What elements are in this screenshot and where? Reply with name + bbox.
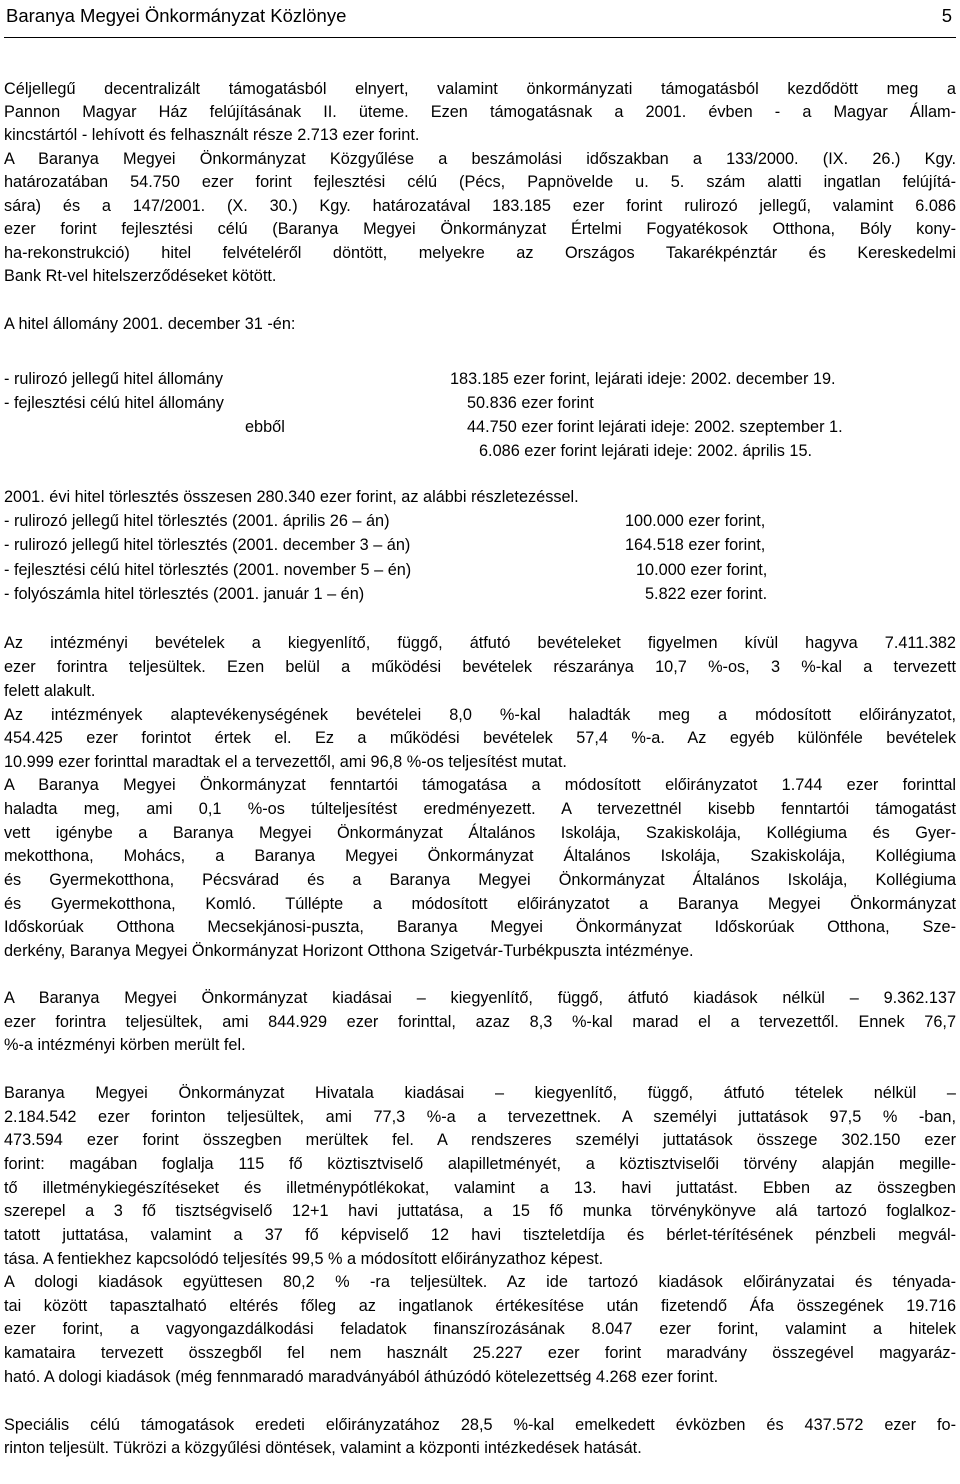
page-number: 5 — [941, 5, 952, 26]
text-line: A Baranya Megyei Önkormányzat kiadásai – kiegyenlítő, függő, átfutó kiadások nélkül – 9.362.137 — [4, 989, 956, 1007]
text-line: %-a intézményi körben merült fel. — [4, 1036, 246, 1054]
text-line: A dologi kiadások együttesen 80,2 % -ra teljesültek. Az ide tartozó kiadások előirányzatai és tényada- — [4, 1273, 956, 1291]
text-line: tása. A fentiekhez kapcsolódó teljesítés 99,5 % a módosított előirányzathoz képest. — [4, 1250, 604, 1268]
text-line: Időskorúak Otthona Mecsekjánosi-puszta, Baranya Megyei Önkormányzat Időskorúak Otthona, Sze- — [4, 918, 956, 936]
text-line: 10.999 ezer forinttal maradtak el a tervezettől, ami 96,8 %-os teljesítést mutat. — [4, 753, 567, 771]
loan-value: 183.185 ezer forint, lejárati ideje: 2002. december 19. — [450, 370, 836, 388]
header-rule — [4, 37, 956, 38]
text-line: vett igénybe a Baranya Megyei Önkormányzat Általános Iskolája, Szakiskolája, Kollégiuma és Gyer- — [4, 824, 956, 842]
text-line: 473.594 ezer forint összegben merültek fel. A rendszeres személyi juttatások összege 302.150 ezer — [4, 1131, 956, 1149]
loan-value: 50.836 ezer forint — [467, 394, 594, 412]
text-line: tő illetménykiegészítéseket és illetménypótlékokat, valamint a 13. havi juttatást. Ebben az összegben — [4, 1179, 956, 1197]
text-line: Az intézmények alaptevékenységének bevételei 8,0 %-kal haladták meg a módosított előirányzatot, — [4, 706, 956, 724]
text-line: tai között tapasztalható eltérés főleg az ingatlanok értékesítése után fizetendő Áfa összegének 19.716 — [4, 1297, 956, 1315]
publication-title: Baranya Megyei Önkormányzat Közlönye — [6, 5, 347, 26]
text-line: ha-rekonstrukció) hitel felvételéről döntött, melyekre az Országos Takarékpénztár és Kereskedelmi — [4, 244, 956, 262]
text-line: ezer forintra teljesültek, ami 844.929 ezer forinttal, azaz 8,3 %-kal marad el a tervezettől. Ennek 76,7 — [4, 1013, 956, 1031]
text-line: 2.184.542 ezer forinton teljesültek, ami 77,3 %-a a tervezettnek. A személyi juttatások 97,5 % -ban, — [4, 1108, 956, 1126]
repayment-value: 5.822 ezer forint. — [645, 585, 768, 603]
text-line: ezer forint, a vagyongazdálkodási feladatok finanszírozásának 8.047 ezer forint, valamint a hitelek — [4, 1320, 956, 1338]
text-line: kincstártól - lehívott és felhasznált része 2.713 ezer forint. — [4, 126, 420, 144]
text-line: szerepel a 3 fő tisztségviselő 12+1 havi juttatása, a 15 fő munka törvénykönyve alá tartozó foglalkoz- — [4, 1202, 956, 1220]
text-line: haladta meg, ami 0,1 %-os túlteljesítést eredményezett. A tervezettnél kisebb fenntartói támogatást — [4, 800, 956, 818]
text-line: tatott juttatása, valamint a 37 fő képviselő 12 havi tiszteletdíja és bérlet-térítésének pénzbeli megvál- — [4, 1226, 956, 1244]
loan-value: 44.750 ezer forint lejárati ideje: 2002. szeptember 1. — [467, 418, 843, 436]
repayment-value: 164.518 ezer forint, — [625, 536, 766, 554]
loan-label: ebből — [245, 418, 285, 436]
text-line: ható. A dologi kiadások (még fennmaradó maradványából áthúzódó kötelezettség 4.268 ezer forint. — [4, 1368, 719, 1386]
text-line: derkény, Baranya Megyei Önkormányzat Horizont Otthona Szigetvár-Turbékpuszta intézménye. — [4, 942, 694, 960]
text-line: határozatában 54.750 ezer forint fejlesztési célú (Pécs, Papnövelde u. 5. szám alatti ingatlan felújítá- — [4, 173, 956, 191]
repayment-heading: 2001. évi hitel törlesztés összesen 280.340 ezer forint, az alábbi részletezéssel. — [4, 488, 579, 506]
text-line: ezer forint fejlesztési célú (Baranya Megyei Önkormányzat Értelmi Fogyatékosok Otthona, Bóly kony- — [4, 220, 956, 238]
text-line: rinton teljesült. Tükrözi a közgyűlési döntések, valamint a központi intézkedések hatását. — [4, 1439, 642, 1457]
text-line: Baranya Megyei Önkormányzat Hivatala kiadásai – kiegyenlítő, függő, átfutó tételek nélkül – — [4, 1084, 956, 1102]
page-header — [6, 4, 956, 28]
text-line: sára) és a 147/2001. (X. 30.) Kgy. határozatával 183.185 ezer forint rulirozó jellegű, valamint 6.086 — [4, 197, 956, 215]
repayment-label: - fejlesztési célú hitel törlesztés (2001. november 5 – én) — [4, 561, 412, 579]
repayment-label: - rulirozó jellegű hitel törlesztés (2001. április 26 – án) — [4, 512, 390, 530]
text-line: A Baranya Megyei Önkormányzat Közgyűlése a beszámolási időszakban a 133/2000. (IX. 26.) Kgy. — [4, 150, 956, 168]
text-line: Speciális célú támogatások eredeti előirányzatához 28,5 %-kal emelkedett évközben és 437.572 ezer fo- — [4, 1416, 956, 1434]
loan-label: - rulirozó jellegű hitel állomány — [4, 370, 223, 388]
text-line: A Baranya Megyei Önkormányzat fenntartói támogatása a módosított előirányzatot 1.744 ezer forinttal — [4, 776, 956, 794]
repayment-label: - folyószámla hitel törlesztés (2001. január 1 – én) — [4, 585, 365, 603]
repayment-label: - rulirozó jellegű hitel törlesztés (2001. december 3 – án) — [4, 536, 411, 554]
text-line: 454.425 ezer forintot értek el. Ez a működési bevételek 57,4 %-a. Az egyéb különféle bevételek — [4, 729, 956, 747]
text-line: Pannon Magyar Ház felújításának II. üteme. Ezen támogatásnak a 2001. évben - a Magyar Állam- — [4, 103, 956, 121]
text-line: ezer forintra teljesültek. Ezen belül a működési bevételek részaránya 10,7 %-os, 3 %-kal a tervezett — [4, 658, 956, 676]
loan-value: 6.086 ezer forint lejárati ideje: 2002. április 15. — [479, 442, 813, 460]
text-line: forint: magában foglalja 115 fő köztisztviselő alapilletményét, a köztisztviselői törvény alapján megille- — [4, 1155, 956, 1173]
repayment-value: 10.000 ezer forint, — [636, 561, 768, 579]
text-line: Az intézményi bevételek a kiegyenlítő, függő, átfutó bevételeket figyelmen kívül hagyva 7.411.382 — [4, 634, 956, 652]
text-line: kamataira tervezett összegből fel nem használt 25.227 ezer forint maradvány összegével magyaráz- — [4, 1344, 956, 1362]
text-line: mekotthona, Mohács, a Baranya Megyei Önkormányzat Általános Iskolája, Szakiskolája, Kollégiuma — [4, 847, 956, 865]
text-line: Céljellegű decentralizált támogatásból elnyert, valamint önkormányzati támogatásból kezdődött meg a — [4, 80, 956, 98]
text-line: és Gyermekotthona, Komló. Túllépte a módosított előirányzatot a Baranya Megyei Önkormányzat — [4, 895, 956, 913]
loan-heading: A hitel állomány 2001. december 31 -én: — [4, 315, 296, 333]
text-line: és Gyermekotthona, Pécsvárad és a Baranya Megyei Önkormányzat Általános Iskolája, Kollégiuma — [4, 871, 956, 889]
loan-label: - fejlesztési célú hitel állomány — [4, 394, 224, 412]
repayment-value: 100.000 ezer forint, — [625, 512, 766, 530]
text-line: Bank Rt-vel hitelszerződéseket kötött. — [4, 267, 277, 285]
text-line: felett alakult. — [4, 682, 96, 700]
